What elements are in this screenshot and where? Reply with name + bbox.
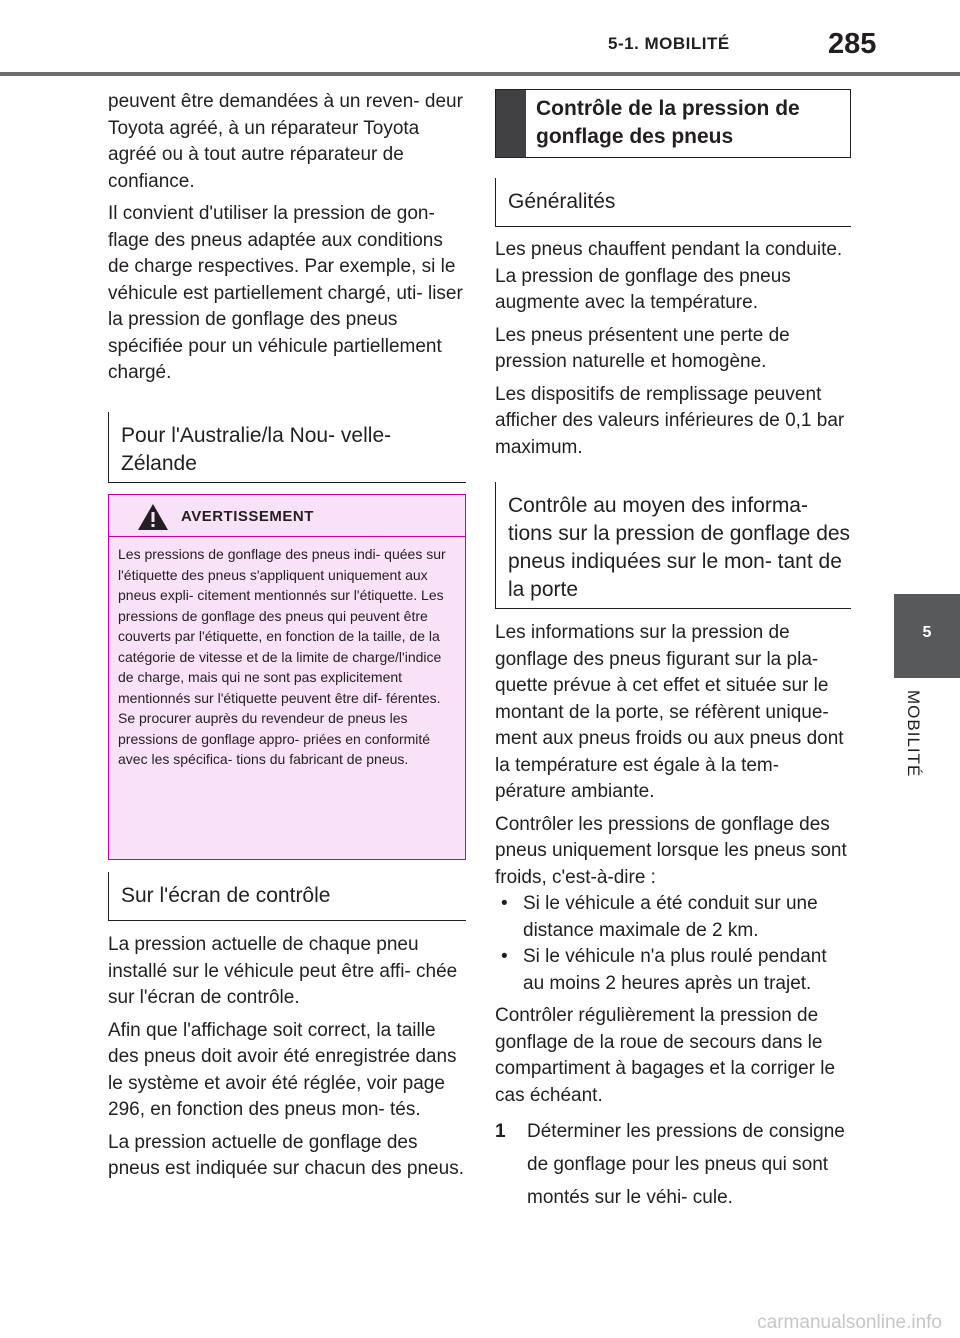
warning-title: AVERTISSEMENT — [181, 508, 314, 525]
paragraph: Les pneus chauffent pendant la conduite. La pression de gonflage des pneus augmente avec la température. — [495, 239, 843, 313]
paragraph: Contrôler régulièrement la pression de gonflage de la roue de secours dans le compartiment à bagages et la corriger le cas échéant. — [495, 1005, 836, 1106]
subheading-door-pillar — [495, 482, 851, 609]
list-item — [495, 944, 853, 997]
watermark: carmanualsonline.info — [757, 1312, 942, 1333]
subheading-text: Sur l'écran de contrôle — [121, 884, 331, 907]
step-item — [495, 1115, 853, 1214]
subheading-general — [495, 178, 851, 227]
header-rule — [0, 72, 960, 76]
subheading-text: Contrôle au moyen des informa- tions sur la pression de gonflage des pneus indiquées sur le mon- tant de la porte — [508, 494, 851, 601]
running-header-section: 5-1. MOBILITÉ — [608, 34, 730, 53]
paragraph: La pression actuelle de gonflage des pneus est indiquée sur chacun des pneus. — [108, 1131, 464, 1179]
paragraph: Les dispositifs de remplissage peuvent afficher des valeurs inférieures de 0,1 bar maximum. — [495, 383, 845, 458]
subheading-screen — [108, 872, 466, 921]
right-column-door-text — [495, 620, 853, 1214]
paragraph: Contrôler les pressions de gonflage des pneus uniquement lorsque les pneus sont froids, c'est-à-dire : — [495, 813, 847, 888]
paragraph: Les informations sur la pression de gonflage des pneus figurant sur la pla- quette prévue à cet effet et située sur le montant de la porte, se réfèrent unique- ment aux pneus froids ou aux pneus dont la température est égale à la tem- pérature ambiante. — [495, 622, 844, 802]
paragraph: Il convient d'utiliser la pression de gon- flage des pneus adaptée aux conditions de charge respectives. Par exemple, si le véhicule est partiellement chargé, uti- liser la pression de gonflage des pneus spécifiée pour un véhicule partiellement chargé. — [108, 203, 463, 383]
warning-box — [108, 494, 466, 860]
paragraph: Afin que l'affichage soit correct, la taille des pneus doit avoir été enregistrée dans le système et avoir été réglée, voir page 296, en fonction des pneus mon- tés. — [108, 1019, 457, 1120]
page-number: 285 — [828, 28, 877, 60]
chapter-tab-label: MOBILITÉ — [904, 690, 923, 778]
step-text: Déterminer les pressions de consigne de gonflage pour les pneus qui sont montés sur le véhi- cule. — [527, 1121, 845, 1208]
subheading-text: Pour l'Australie/la Nou- velle-Zélande — [121, 424, 392, 475]
section-banner — [495, 89, 851, 158]
warning-triangle-icon — [137, 503, 169, 531]
paragraph: peuvent être demandées à un reven- deur Toyota agréé, à un réparateur Toyota agréé ou à tout autre réparateur de confiance. — [108, 91, 463, 192]
warning-divider — [109, 536, 465, 537]
step-number: 1 — [495, 1121, 506, 1142]
left-column-intro — [108, 89, 468, 393]
section-title: Contrôle de la pression de gonflage des pneus — [536, 97, 800, 148]
paragraph: La pression actuelle de chaque pneu installé sur le véhicule peut être affi- chée sur l'écran de contrôle. — [108, 934, 458, 1008]
left-column-screen-text — [108, 932, 468, 1189]
banner-accent-bar — [496, 90, 526, 157]
list-item-text: Si le véhicule a été conduit sur une distance maximale de 2 km. — [523, 893, 818, 941]
paragraph: Les pneus présentent une perte de pression naturelle et homogène. — [495, 324, 790, 372]
chapter-tab-number: 5 — [922, 624, 932, 641]
subheading-text: Généralités — [508, 190, 616, 213]
subheading-australia — [108, 412, 466, 483]
warning-body: Les pressions de gonflage des pneus indi- quées sur l'étiquette des pneus s'appliquent uniquement aux pneus expli- citement mentionnés sur l'étiquette. Les pressions de gonflage des pneus qui peuvent être couverts par l'étiquette, en fonction de la taille, de la catégorie de vitesse et de la limite de charge/l'indice de charge, mais qui ne sont pas explicitement mentionnés sur l'étiquette peuvent être dif- férentes. Se procurer auprès du revendeur de pneus les pressions de gonflage appro- priées en conformité avec les spécifica- tions du fabricant de pneus. — [118, 546, 446, 767]
bullet-list — [495, 891, 853, 997]
right-column-general-text — [495, 237, 853, 467]
bullet-icon: • — [501, 893, 508, 914]
list-item-text: Si le véhicule n'a plus roulé pendant au moins 2 heures après un trajet. — [523, 946, 827, 994]
list-item — [495, 891, 853, 944]
bullet-icon: • — [501, 946, 508, 967]
